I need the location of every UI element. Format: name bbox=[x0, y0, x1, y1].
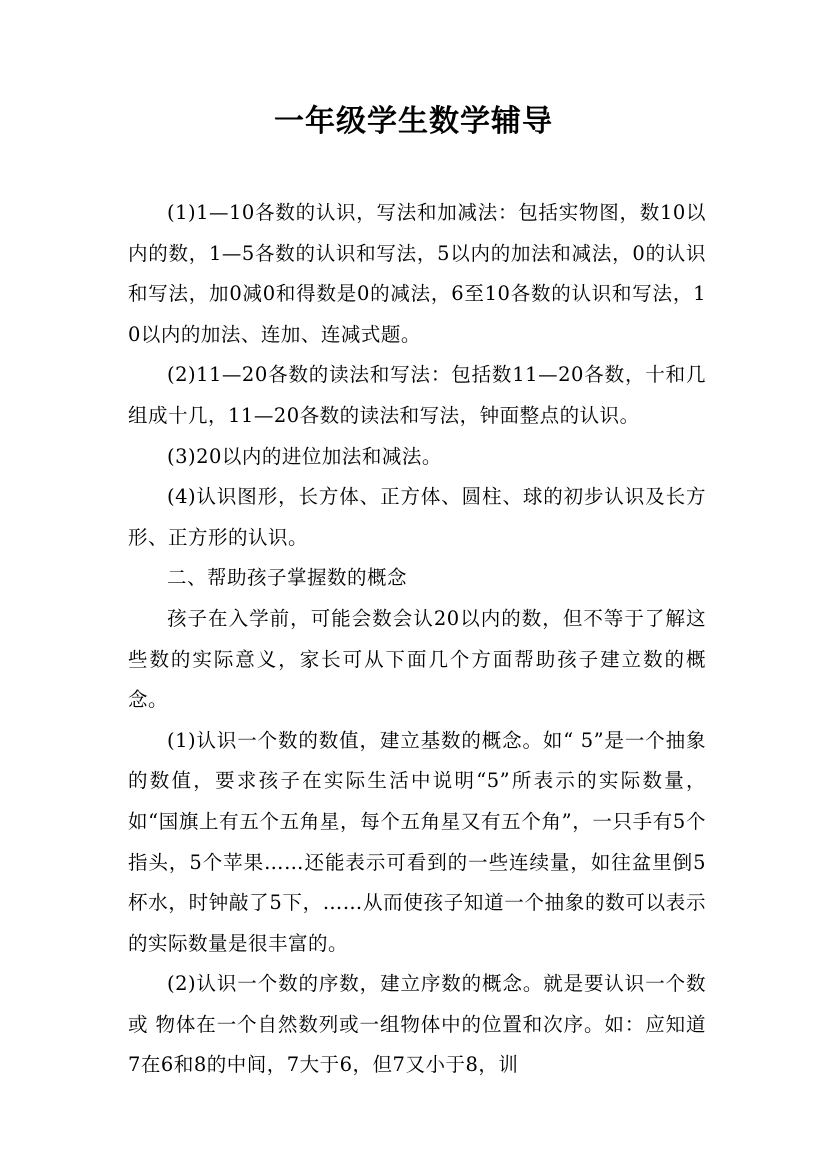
document-title: 一年级学生数学辅导 bbox=[274, 104, 553, 139]
document-body bbox=[128, 193, 706, 1086]
paragraph-5: 孩子在入学前，可能会数会认20以内的数，但不等于了解这些数的实际意义，家长可从下面几个方面帮助孩子建立数的概念。 bbox=[128, 606, 706, 712]
paragraph-6: (1)认识一个数的数值，建立基数的概念。如“ 5”是一个抽象的数值，要求孩子在实际生活中说明“5”所表示的实际数量，如“国旗上有五个五角星，每个五角星又有五个角”，一只手有5个指头，5个苹果……还能表示可看到的一些连续量，如往盆里倒5杯水，时钟敲了5下，……从而使孩子知道一个抽象的数可以表示的实际数量是很丰富的。 bbox=[128, 728, 706, 955]
section-heading-2: 二、帮助孩子掌握数的概念 bbox=[167, 566, 408, 590]
paragraph-3: (3)20以内的进位加法和减法。 bbox=[167, 444, 442, 468]
paragraph-7: (2)认识一个数的序数，建立序数的概念。就是要认识一个数或 物体在一个自然数列或一组物体中的位置和次序。如：应知道7在6和8的中间，7大于6，但7又小于8，训 bbox=[128, 972, 706, 1077]
paragraph-1: (1)1—10各数的认识，写法和加减法：包括实物图，数10以内的数，1—5各数的认识和写法，5以内的加法和减法，0的认识和写法，加0减0和得数是0的减法，6至10各数的认识和写法，10以内的加法、连加、连减式题。 bbox=[128, 201, 706, 346]
paragraph-4: (4)认识图形，长方体、正方体、圆柱、球的初步认识及长方形、正方形的认识。 bbox=[128, 485, 706, 549]
paragraph-2: (2)11—20各数的读法和写法：包括数11—20各数，十和几组成十几，11—20各数的读法和写法，钟面整点的认识。 bbox=[128, 363, 706, 427]
